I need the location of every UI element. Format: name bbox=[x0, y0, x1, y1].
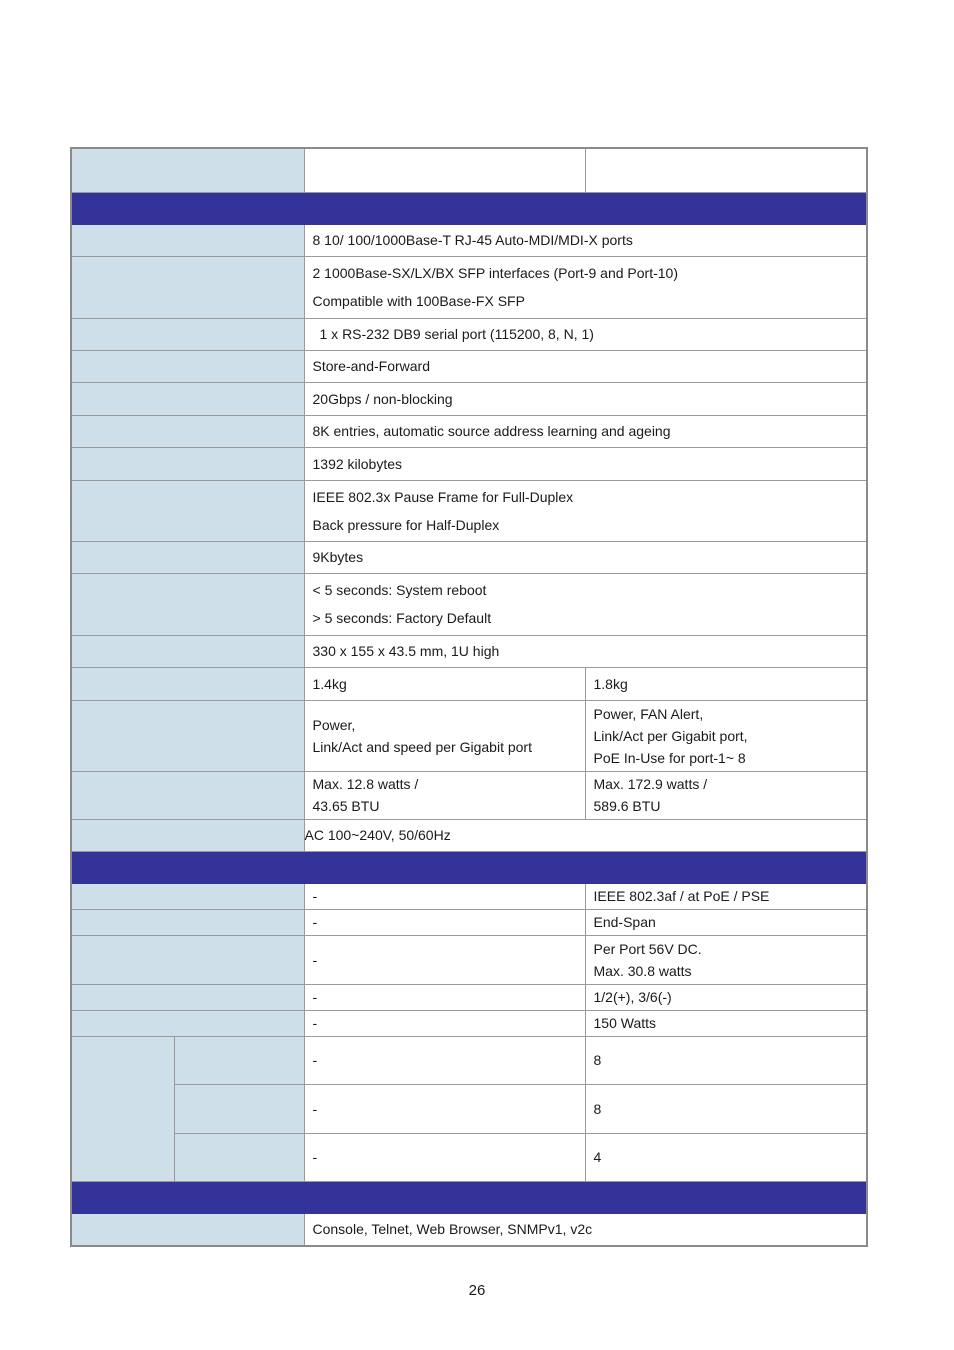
jumbo-frame-value: 9Kbytes bbox=[304, 541, 867, 573]
sfp-line: Compatible with 100Base-FX SFP bbox=[312, 293, 525, 309]
reset-button-value bbox=[304, 573, 867, 635]
poe-standard-a-value: - bbox=[304, 883, 585, 909]
led-a-value bbox=[304, 700, 585, 771]
poe-capability-sublabel bbox=[174, 1133, 304, 1181]
power-requirement-value: AC 100~240V, 50/60Hz bbox=[304, 819, 867, 851]
poe-capability-b-value: 8 bbox=[585, 1084, 867, 1133]
row-label-cell bbox=[71, 935, 304, 984]
row-label-cell bbox=[71, 909, 304, 935]
table-row bbox=[71, 1036, 867, 1084]
poe-budget-a-value: - bbox=[304, 1010, 585, 1036]
poe-mode-b-value: End-Span bbox=[585, 909, 867, 935]
table-row bbox=[71, 256, 867, 318]
section-header-row bbox=[71, 192, 867, 224]
table-row bbox=[71, 318, 867, 350]
flow-control-line: IEEE 802.3x Pause Frame for Full-Duplex bbox=[312, 488, 574, 505]
table-row bbox=[71, 935, 867, 984]
sfp-value bbox=[304, 256, 867, 318]
row-label-cell bbox=[71, 771, 304, 819]
dimensions-value: 330 x 155 x 43.5 mm, 1U high bbox=[304, 635, 867, 667]
row-label-cell bbox=[71, 318, 304, 350]
management-value: Console, Telnet, Web Browser, SNMPv1, v2c bbox=[304, 1213, 867, 1246]
row-label-cell bbox=[71, 667, 304, 700]
row-label-cell bbox=[71, 541, 304, 573]
table-row bbox=[71, 1213, 867, 1246]
table-row bbox=[71, 700, 867, 771]
table-row bbox=[71, 447, 867, 480]
power-line: Max. 12.8 watts / bbox=[312, 776, 419, 792]
section-header-management bbox=[71, 1181, 867, 1213]
row-label-cell bbox=[71, 256, 304, 318]
led-b-value bbox=[585, 700, 867, 771]
model-a-header-cell bbox=[304, 148, 585, 192]
table-row bbox=[71, 480, 867, 541]
table-row bbox=[71, 771, 867, 819]
row-label-cell bbox=[71, 447, 304, 480]
model-b-header-cell bbox=[585, 148, 867, 192]
table-row bbox=[71, 635, 867, 667]
poe-capability-sublabel bbox=[174, 1036, 304, 1084]
table-row bbox=[71, 883, 867, 909]
header-label-cell bbox=[71, 148, 304, 192]
console-value: 1 x RS-232 DB9 serial port (115200, 8, N, 1) bbox=[304, 318, 867, 350]
table-row bbox=[71, 984, 867, 1010]
power-b-value bbox=[585, 771, 867, 819]
power-line: 43.65 BTU bbox=[312, 798, 380, 814]
poe-capability-group-label bbox=[71, 1036, 174, 1181]
flow-control-line: Back pressure for Half-Duplex bbox=[312, 516, 500, 533]
weight-b-value: 1.8kg bbox=[585, 667, 867, 700]
poe-capability-b-value: 8 bbox=[585, 1036, 867, 1084]
table-row bbox=[71, 1010, 867, 1036]
poe-pin-b-value: 1/2(+), 3/6(-) bbox=[585, 984, 867, 1010]
power-line: 589.6 BTU bbox=[593, 798, 661, 814]
led-line: Power, bbox=[312, 716, 356, 733]
poe-capability-a-value: - bbox=[304, 1133, 585, 1181]
copper-ports-value: 8 10/ 100/1000Base-T RJ-45 Auto-MDI/MDI-X ports bbox=[304, 224, 867, 256]
sfp-line: 2 1000Base-SX/LX/BX SFP interfaces (Port-9 and Port-10) bbox=[312, 265, 678, 281]
table-row bbox=[71, 667, 867, 700]
row-label-cell bbox=[71, 1213, 304, 1246]
row-label-cell bbox=[71, 635, 304, 667]
table-row bbox=[71, 382, 867, 415]
switch-fabric-value: 20Gbps / non-blocking bbox=[304, 382, 867, 415]
table-row bbox=[71, 224, 867, 256]
led-line: PoE In-Use for port-1~ 8 bbox=[593, 749, 746, 766]
section-header-row bbox=[71, 851, 867, 883]
power-a-value bbox=[304, 771, 585, 819]
row-label-cell bbox=[71, 382, 304, 415]
row-label-cell bbox=[71, 224, 304, 256]
row-label-cell bbox=[71, 350, 304, 382]
section-header-hardware bbox=[71, 192, 867, 224]
section-header-poe bbox=[71, 851, 867, 883]
table-row bbox=[71, 541, 867, 573]
table-row bbox=[71, 909, 867, 935]
switch-architecture-value: Store-and-Forward bbox=[304, 350, 867, 382]
table-row bbox=[71, 415, 867, 447]
section-header-row bbox=[71, 1181, 867, 1213]
led-line: Link/Act per Gigabit port, bbox=[593, 727, 748, 744]
table-row bbox=[71, 573, 867, 635]
poe-pin-a-value: - bbox=[304, 984, 585, 1010]
table-row bbox=[71, 1133, 867, 1181]
table-row bbox=[71, 1084, 867, 1133]
led-line: Link/Act and speed per Gigabit port bbox=[312, 738, 532, 755]
poe-capability-b-value: 4 bbox=[585, 1133, 867, 1181]
poe-output-line: Max. 30.8 watts bbox=[593, 962, 692, 979]
row-label-cell bbox=[71, 573, 304, 635]
poe-output-line: Per Port 56V DC. bbox=[593, 940, 702, 957]
poe-capability-sublabel bbox=[174, 1084, 304, 1133]
table-row bbox=[71, 819, 867, 851]
row-label-cell bbox=[71, 1010, 304, 1036]
power-line: Max. 172.9 watts / bbox=[593, 776, 708, 792]
mac-table-value: 8K entries, automatic source address learning and ageing bbox=[304, 415, 867, 447]
poe-mode-a-value: - bbox=[304, 909, 585, 935]
reset-line: < 5 seconds: System reboot bbox=[312, 582, 487, 598]
page-number: 26 bbox=[468, 1282, 486, 1299]
row-label-cell bbox=[71, 819, 304, 851]
row-label-cell bbox=[71, 415, 304, 447]
row-label-cell bbox=[71, 480, 304, 541]
led-line: Power, FAN Alert, bbox=[593, 705, 704, 722]
poe-capability-a-value: - bbox=[304, 1084, 585, 1133]
poe-budget-b-value: 150 Watts bbox=[585, 1010, 867, 1036]
poe-output-a-value: - bbox=[304, 935, 585, 984]
row-label-cell bbox=[71, 984, 304, 1010]
poe-capability-a-value: - bbox=[304, 1036, 585, 1084]
row-label-cell bbox=[71, 883, 304, 909]
table-row bbox=[71, 350, 867, 382]
poe-output-b-value bbox=[585, 935, 867, 984]
spec-table bbox=[70, 147, 868, 1247]
weight-a-value: 1.4kg bbox=[304, 667, 585, 700]
buffer-value: 1392 kilobytes bbox=[304, 447, 867, 480]
reset-line: > 5 seconds: Factory Default bbox=[312, 610, 492, 626]
flow-control-value bbox=[304, 480, 867, 541]
table-row bbox=[71, 148, 867, 192]
row-label-cell bbox=[71, 700, 304, 771]
poe-standard-b-value: IEEE 802.3af / at PoE / PSE bbox=[585, 883, 867, 909]
